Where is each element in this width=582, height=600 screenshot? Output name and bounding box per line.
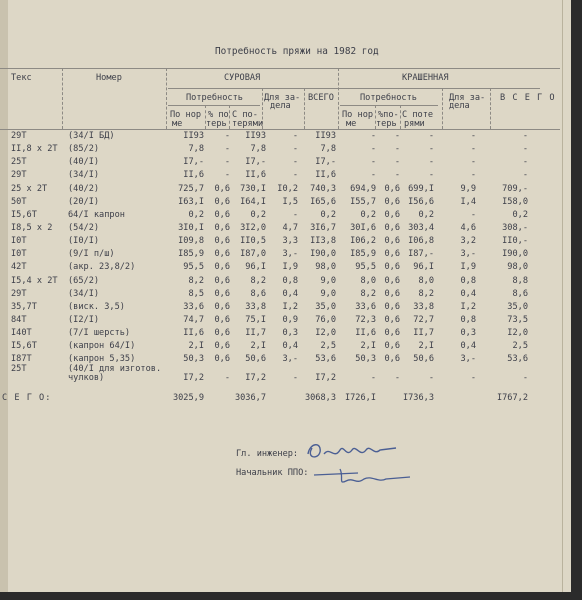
- totals-raw-norm: 3025,9: [172, 393, 204, 403]
- dyed-for-work-cell: 0,3: [460, 328, 476, 338]
- table-row: [0, 341, 560, 353]
- dyed-norm-cell: 694,9: [350, 184, 376, 194]
- header-dyed-work-2: дела: [449, 101, 470, 111]
- raw-for-work-cell: I,9: [282, 262, 298, 272]
- raw-total-cell: 9,0: [320, 276, 336, 286]
- raw-for-work-cell: -: [292, 210, 298, 220]
- raw-for-work-cell: 0,4: [282, 289, 298, 299]
- number-cell: (85/2): [68, 144, 100, 154]
- header-raw-work-1: Для за-: [264, 93, 301, 103]
- raw-total-cell: 98,0: [315, 262, 336, 272]
- dyed-for-work-cell: -: [470, 157, 476, 167]
- number-cell: (I0/I): [68, 236, 100, 246]
- raw-loss-pct-cell: 0,6: [214, 184, 230, 194]
- raw-with-loss-cell: 33,8: [245, 302, 266, 312]
- document-title: Потребность пряжи на 1982 год: [215, 46, 379, 57]
- raw-total-cell: 53,6: [315, 354, 336, 364]
- raw-with-loss-cell: 2,I: [250, 341, 266, 351]
- col-divider-7: [490, 88, 491, 129]
- raw-loss-pct-cell: 0,6: [214, 315, 230, 325]
- dyed-total-cell: 0,2: [512, 210, 528, 220]
- raw-for-work-cell: 3,-: [282, 354, 298, 364]
- dyed-loss-pct-cell: 0,6: [384, 262, 400, 272]
- raw-with-loss-cell: II,6: [245, 170, 266, 180]
- dyed-for-work-cell: -: [470, 131, 476, 141]
- header-loss-pct-2: терь: [206, 119, 227, 129]
- raw-with-loss-cell: 75,I: [245, 315, 266, 325]
- dyed-loss-pct-cell: 0,6: [384, 223, 400, 233]
- raw-for-work-cell: -: [292, 144, 298, 154]
- number-cell: (20/I): [68, 197, 100, 207]
- dyed-for-work-cell: 3,2: [460, 236, 476, 246]
- header-raw: СУРОВАЯ: [224, 73, 261, 83]
- dyed-loss-pct-cell: 0,6: [384, 249, 400, 259]
- dyed-for-work-cell: -: [470, 210, 476, 220]
- number-cell: (7/I шерсть): [68, 328, 131, 338]
- dyed-with-loss-cell: -: [428, 131, 434, 141]
- raw-norm-cell: 33,6: [183, 302, 204, 312]
- raw-total-cell: I2,0: [315, 328, 336, 338]
- raw-loss-pct-cell: 0,6: [214, 328, 230, 338]
- table-row: [0, 315, 560, 327]
- table-row: [0, 197, 560, 209]
- tex-cell: 84Т: [11, 315, 27, 325]
- raw-norm-cell: I63,I: [178, 197, 204, 207]
- number-cell: (виск. 3,5): [68, 302, 125, 312]
- dyed-norm-cell: 50,3: [355, 354, 376, 364]
- dyed-loss-pct-cell: 0,6: [384, 289, 400, 299]
- table-row: [0, 289, 560, 301]
- tex-cell: I40Т: [11, 328, 32, 338]
- table-top-rule: [0, 68, 560, 69]
- raw-for-work-cell: I,5: [282, 197, 298, 207]
- raw-norm-cell: 95,5: [183, 262, 204, 272]
- raw-norm-cell: 725,7: [178, 184, 204, 194]
- raw-norm-cell: 3I0,I: [178, 223, 204, 233]
- raw-total-cell: I7,-: [315, 157, 336, 167]
- raw-with-loss-cell: II,7: [245, 328, 266, 338]
- raw-norm-cell: I85,9: [178, 249, 204, 259]
- table-row: [0, 144, 560, 156]
- dyed-total-cell: I90,0: [502, 249, 528, 259]
- dyed-group-rule: [340, 88, 540, 89]
- tex-cell: I0Т: [11, 249, 27, 259]
- dyed-total-cell: 8,8: [512, 276, 528, 286]
- raw-norm-cell: II93: [183, 131, 204, 141]
- tex-cell: 25Т: [11, 364, 27, 374]
- header-dyed-with-2: рями: [404, 119, 425, 129]
- totals-row: [0, 393, 560, 405]
- number-cell: (капрон 5,35): [68, 354, 136, 364]
- dyed-norm-cell: I85,9: [350, 249, 376, 259]
- table-row: [0, 131, 560, 143]
- totals-dyed-total: I767,2: [496, 393, 528, 403]
- raw-with-loss-cell: 0,2: [250, 210, 266, 220]
- raw-with-loss-cell: I7,-: [245, 157, 266, 167]
- dyed-total-cell: 98,0: [507, 262, 528, 272]
- raw-loss-pct-cell: 0,6: [214, 289, 230, 299]
- dyed-for-work-cell: -: [470, 144, 476, 154]
- dyed-norm-cell: -: [370, 131, 376, 141]
- raw-for-work-cell: 0,3: [282, 328, 298, 338]
- dyed-for-work-cell: 0,8: [460, 276, 476, 286]
- tex-cell: I5,6Т: [11, 341, 37, 351]
- page-edge-line: [562, 0, 563, 592]
- raw-total-cell: 7,8: [320, 144, 336, 154]
- raw-total-cell: 9,0: [320, 289, 336, 299]
- dyed-total-cell: -: [522, 131, 528, 141]
- dyed-with-loss-cell: II,7: [413, 328, 434, 338]
- number-cell: 64/I капрон: [68, 210, 125, 220]
- dyed-for-work-cell: 4,6: [460, 223, 476, 233]
- dyed-total-cell: -: [522, 373, 528, 383]
- chief-engineer-label: Гл. инженер:: [236, 449, 299, 459]
- header-raw-work-2: дела: [270, 101, 291, 111]
- tex-cell: 25Т: [11, 157, 27, 167]
- header-dyed-norm-1: По нор: [342, 110, 374, 120]
- dyed-for-work-cell: 3,-: [460, 249, 476, 259]
- raw-for-work-cell: 0,8: [282, 276, 298, 286]
- dyed-with-loss-cell: 96,I: [413, 262, 434, 272]
- raw-norm-cell: 7,8: [188, 144, 204, 154]
- dyed-with-loss-cell: I06,8: [408, 236, 434, 246]
- tex-cell: I87Т: [11, 354, 32, 364]
- dyed-loss-pct-cell: 0,6: [384, 315, 400, 325]
- header-number: Номер: [96, 73, 122, 83]
- dyed-total-cell: 308,-: [502, 223, 528, 233]
- dyed-with-loss-cell: 0,2: [418, 210, 434, 220]
- dyed-with-loss-cell: 33,8: [413, 302, 434, 312]
- dyed-loss-pct-cell: -: [394, 144, 400, 154]
- raw-loss-pct-cell: -: [224, 157, 230, 167]
- number-cell: (капрон 64/I): [68, 341, 136, 351]
- dyed-norm-cell: I06,2: [350, 236, 376, 246]
- raw-loss-pct-cell: 0,6: [214, 223, 230, 233]
- raw-loss-pct-cell: 0,6: [214, 354, 230, 364]
- raw-for-work-cell: -: [292, 373, 298, 383]
- dyed-total-cell: -: [522, 144, 528, 154]
- dyed-norm-cell: -: [370, 170, 376, 180]
- raw-norm-cell: 50,3: [183, 354, 204, 364]
- dyed-norm-cell: II,6: [355, 328, 376, 338]
- raw-norm-cell: I09,8: [178, 236, 204, 246]
- raw-with-loss-cell: 730,I: [240, 184, 266, 194]
- tex-cell: I5,6Т: [11, 210, 37, 220]
- raw-norm-cell: 0,2: [188, 210, 204, 220]
- dyed-loss-pct-cell: -: [394, 373, 400, 383]
- dyed-for-work-cell: 0,8: [460, 315, 476, 325]
- dyed-with-loss-cell: 72,7: [413, 315, 434, 325]
- col-divider-11: [400, 105, 401, 129]
- raw-with-loss-cell: II0,5: [240, 236, 266, 246]
- header-norm-1: По нор: [170, 110, 202, 120]
- raw-for-work-cell: I,2: [282, 302, 298, 312]
- col-divider-1: [62, 68, 63, 129]
- header-tex: Текс: [11, 73, 32, 83]
- dyed-loss-pct-cell: 0,6: [384, 210, 400, 220]
- raw-with-loss-cell: II93: [245, 131, 266, 141]
- raw-loss-pct-cell: -: [224, 144, 230, 154]
- header-dyed-total: В С Е Г О: [500, 93, 556, 103]
- raw-total-cell: I7,2: [315, 373, 336, 383]
- dyed-with-loss-cell: -: [428, 144, 434, 154]
- dyed-norm-cell: 2,I: [360, 341, 376, 351]
- raw-for-work-cell: 4,7: [282, 223, 298, 233]
- dyed-total-cell: 709,-: [502, 184, 528, 194]
- raw-with-loss-cell: I87,0: [240, 249, 266, 259]
- table-row: [0, 210, 560, 222]
- raw-total-cell: 3I6,7: [310, 223, 336, 233]
- table-row: [0, 276, 560, 288]
- raw-total-cell: I90,0: [310, 249, 336, 259]
- tex-cell: 29Т: [11, 131, 27, 141]
- dyed-with-loss-cell: 50,6: [413, 354, 434, 364]
- raw-for-work-cell: -: [292, 170, 298, 180]
- raw-for-work-cell: -: [292, 131, 298, 141]
- header-dyed-loss-2: терь: [376, 119, 397, 129]
- dyed-with-loss-cell: 8,2: [418, 289, 434, 299]
- raw-with-loss-cell: 3I2,0: [240, 223, 266, 233]
- raw-norm-cell: 2,I: [188, 341, 204, 351]
- dyed-with-loss-cell: 699,I: [408, 184, 434, 194]
- dyed-for-work-cell: 0,4: [460, 289, 476, 299]
- dyed-with-loss-cell: I56,6: [408, 197, 434, 207]
- raw-total-cell: 0,2: [320, 210, 336, 220]
- raw-norm-cell: 8,5: [188, 289, 204, 299]
- raw-loss-pct-cell: 0,6: [214, 341, 230, 351]
- dyed-total-cell: II0,-: [502, 236, 528, 246]
- number-cell: (34/I БД): [68, 131, 115, 141]
- raw-total-cell: 740,3: [310, 184, 336, 194]
- dyed-total-cell: 35,0: [507, 302, 528, 312]
- dyed-total-cell: 8,6: [512, 289, 528, 299]
- raw-total-cell: II93: [315, 131, 336, 141]
- header-dyed-with-1: С поте: [402, 110, 434, 120]
- raw-group-rule: [168, 88, 340, 89]
- number-cell: (40/I): [68, 157, 100, 167]
- engineer-signature: [300, 436, 410, 466]
- tex-cell: 42Т: [11, 262, 27, 272]
- totals-raw-with-loss: 3036,7: [234, 393, 266, 403]
- dyed-norm-cell: 72,3: [355, 315, 376, 325]
- tex-cell: II,8 х 2Т: [11, 144, 58, 154]
- raw-loss-pct-cell: 0,6: [214, 236, 230, 246]
- totals-dyed-norm: I726,I: [344, 393, 376, 403]
- raw-loss-pct-cell: -: [224, 131, 230, 141]
- dyed-for-work-cell: 9,9: [460, 184, 476, 194]
- raw-with-loss-cell: I7,2: [245, 373, 266, 383]
- dyed-with-loss-cell: 303,4: [408, 223, 434, 233]
- raw-total-cell: II3,8: [310, 236, 336, 246]
- totals-raw-total: 3068,3: [304, 393, 336, 403]
- raw-for-work-cell: 0,9: [282, 315, 298, 325]
- dyed-norm-cell: 30I,6: [350, 223, 376, 233]
- number-cell: (34/I): [68, 170, 100, 180]
- col-divider-6: [442, 88, 443, 129]
- dyed-total-cell: 53,6: [507, 354, 528, 364]
- dyed-norm-cell: -: [370, 144, 376, 154]
- dyed-norm-cell: -: [370, 373, 376, 383]
- raw-total-cell: 76,0: [315, 315, 336, 325]
- table-row: [0, 328, 560, 340]
- header-loss-pct-1: % по: [208, 110, 229, 120]
- header-dyed-loss-1: %по-: [378, 110, 399, 120]
- dyed-norm-cell: -: [370, 157, 376, 167]
- dyed-loss-pct-cell: 0,6: [384, 184, 400, 194]
- dyed-norm-cell: 33,6: [355, 302, 376, 312]
- header-dyed-work-1: Для за-: [449, 93, 486, 103]
- totals-label: С Е Г О:: [2, 393, 52, 403]
- dyed-need-rule: [340, 105, 438, 106]
- header-norm-2: ме: [172, 119, 183, 129]
- number-cell: (65/2): [68, 276, 100, 286]
- totals-dyed-with-loss: I736,3: [402, 393, 434, 403]
- dyed-for-work-cell: -: [470, 373, 476, 383]
- header-bottom-rule: [0, 129, 560, 130]
- dyed-total-cell: -: [522, 157, 528, 167]
- dyed-loss-pct-cell: 0,6: [384, 354, 400, 364]
- dyed-norm-cell: 8,0: [360, 276, 376, 286]
- tex-cell: I0Т: [11, 236, 27, 246]
- header-with-loss-1: С по-: [232, 110, 258, 120]
- raw-norm-cell: 8,2: [188, 276, 204, 286]
- raw-loss-pct-cell: 0,6: [214, 249, 230, 259]
- dyed-total-cell: -: [522, 170, 528, 180]
- dyed-with-loss-cell: 8,0: [418, 276, 434, 286]
- raw-loss-pct-cell: 0,6: [214, 276, 230, 286]
- dyed-for-work-cell: I,2: [460, 302, 476, 312]
- tex-cell: I5,4 х 2Т: [11, 276, 58, 286]
- dyed-loss-pct-cell: 0,6: [384, 236, 400, 246]
- dyed-total-cell: I58,0: [502, 197, 528, 207]
- raw-norm-cell: 74,7: [183, 315, 204, 325]
- dyed-norm-cell: 95,5: [355, 262, 376, 272]
- number-cell: чулков): [68, 373, 105, 383]
- dyed-loss-pct-cell: 0,6: [384, 197, 400, 207]
- dyed-total-cell: 73,5: [507, 315, 528, 325]
- dyed-with-loss-cell: I87,-: [408, 249, 434, 259]
- header-with-loss-2: терями: [232, 119, 264, 129]
- table-row: [0, 262, 560, 274]
- table-row: [0, 302, 560, 314]
- dyed-total-cell: I2,0: [507, 328, 528, 338]
- dyed-norm-cell: 0,2: [360, 210, 376, 220]
- header-raw-need: Потребность: [186, 93, 243, 103]
- col-divider-2: [166, 68, 167, 129]
- number-cell: (54/2): [68, 223, 100, 233]
- dyed-loss-pct-cell: -: [394, 131, 400, 141]
- raw-with-loss-cell: 7,8: [250, 144, 266, 154]
- raw-loss-pct-cell: -: [224, 373, 230, 383]
- dyed-with-loss-cell: -: [428, 157, 434, 167]
- dyed-with-loss-cell: 2,I: [418, 341, 434, 351]
- tex-cell: 35,7Т: [11, 302, 37, 312]
- raw-for-work-cell: 0,4: [282, 341, 298, 351]
- raw-for-work-cell: -: [292, 157, 298, 167]
- raw-norm-cell: II,6: [183, 170, 204, 180]
- table-row: [0, 223, 560, 235]
- dyed-for-work-cell: I,9: [460, 262, 476, 272]
- raw-for-work-cell: I0,2: [277, 184, 298, 194]
- ppo-signature: [310, 465, 420, 489]
- raw-total-cell: 2,5: [320, 341, 336, 351]
- table-row: [0, 373, 560, 385]
- col-divider-9: [229, 105, 230, 129]
- raw-total-cell: 35,0: [315, 302, 336, 312]
- tex-cell: 50Т: [11, 197, 27, 207]
- dyed-for-work-cell: 3,-: [460, 354, 476, 364]
- tex-cell: 29Т: [11, 289, 27, 299]
- dyed-norm-cell: 8,2: [360, 289, 376, 299]
- raw-with-loss-cell: 50,6: [245, 354, 266, 364]
- col-divider-5: [304, 88, 305, 129]
- raw-with-loss-cell: 8,6: [250, 289, 266, 299]
- dyed-for-work-cell: 0,4: [460, 341, 476, 351]
- number-cell: (9/I п/ш): [68, 249, 115, 259]
- dyed-with-loss-cell: -: [428, 170, 434, 180]
- ppo-head-label: Начальник ППО:: [236, 468, 309, 478]
- dyed-for-work-cell: -: [470, 170, 476, 180]
- dyed-loss-pct-cell: -: [394, 170, 400, 180]
- table-row: [0, 249, 560, 261]
- table-row: [0, 236, 560, 248]
- table-row: [0, 170, 560, 182]
- dyed-total-cell: 2,5: [512, 341, 528, 351]
- dyed-loss-pct-cell: 0,6: [384, 341, 400, 351]
- header-dyed-need: Потребность: [360, 93, 417, 103]
- tex-cell: 29Т: [11, 170, 27, 180]
- header-dyed-norm-2: ме: [346, 119, 357, 129]
- number-cell: (40/2): [68, 184, 100, 194]
- header-raw-total: ВСЕГО: [308, 93, 334, 103]
- raw-norm-cell: I7,2: [183, 373, 204, 383]
- raw-total-cell: II,6: [315, 170, 336, 180]
- number-cell: (акр. 23,8/2): [68, 262, 136, 272]
- dyed-for-work-cell: I,4: [460, 197, 476, 207]
- dyed-norm-cell: I55,7: [350, 197, 376, 207]
- tex-cell: 25 х 2Т: [11, 184, 48, 194]
- number-cell: (I2/I): [68, 315, 100, 325]
- raw-with-loss-cell: I64,I: [240, 197, 266, 207]
- raw-with-loss-cell: 96,I: [245, 262, 266, 272]
- tex-cell: I8,5 х 2: [11, 223, 53, 233]
- raw-loss-pct-cell: -: [224, 170, 230, 180]
- dyed-with-loss-cell: -: [428, 373, 434, 383]
- number-cell: (40/I для изготов.: [68, 364, 162, 374]
- raw-loss-pct-cell: 0,6: [214, 262, 230, 272]
- raw-loss-pct-cell: 0,6: [214, 302, 230, 312]
- number-cell: (34/I): [68, 289, 100, 299]
- dyed-loss-pct-cell: -: [394, 157, 400, 167]
- raw-need-rule: [168, 105, 260, 106]
- raw-loss-pct-cell: 0,6: [214, 210, 230, 220]
- raw-total-cell: I65,6: [310, 197, 336, 207]
- dyed-loss-pct-cell: 0,6: [384, 276, 400, 286]
- raw-norm-cell: I7,-: [183, 157, 204, 167]
- table-row: [0, 157, 560, 169]
- table-row: [0, 184, 560, 196]
- raw-norm-cell: II,6: [183, 328, 204, 338]
- col-divider-3: [338, 68, 339, 129]
- raw-for-work-cell: 3,3: [282, 236, 298, 246]
- header-dyed: КРАШЕННАЯ: [402, 73, 449, 83]
- raw-loss-pct-cell: 0,6: [214, 197, 230, 207]
- raw-for-work-cell: 3,-: [282, 249, 298, 259]
- dyed-loss-pct-cell: 0,6: [384, 302, 400, 312]
- dyed-loss-pct-cell: 0,6: [384, 328, 400, 338]
- raw-with-loss-cell: 8,2: [250, 276, 266, 286]
